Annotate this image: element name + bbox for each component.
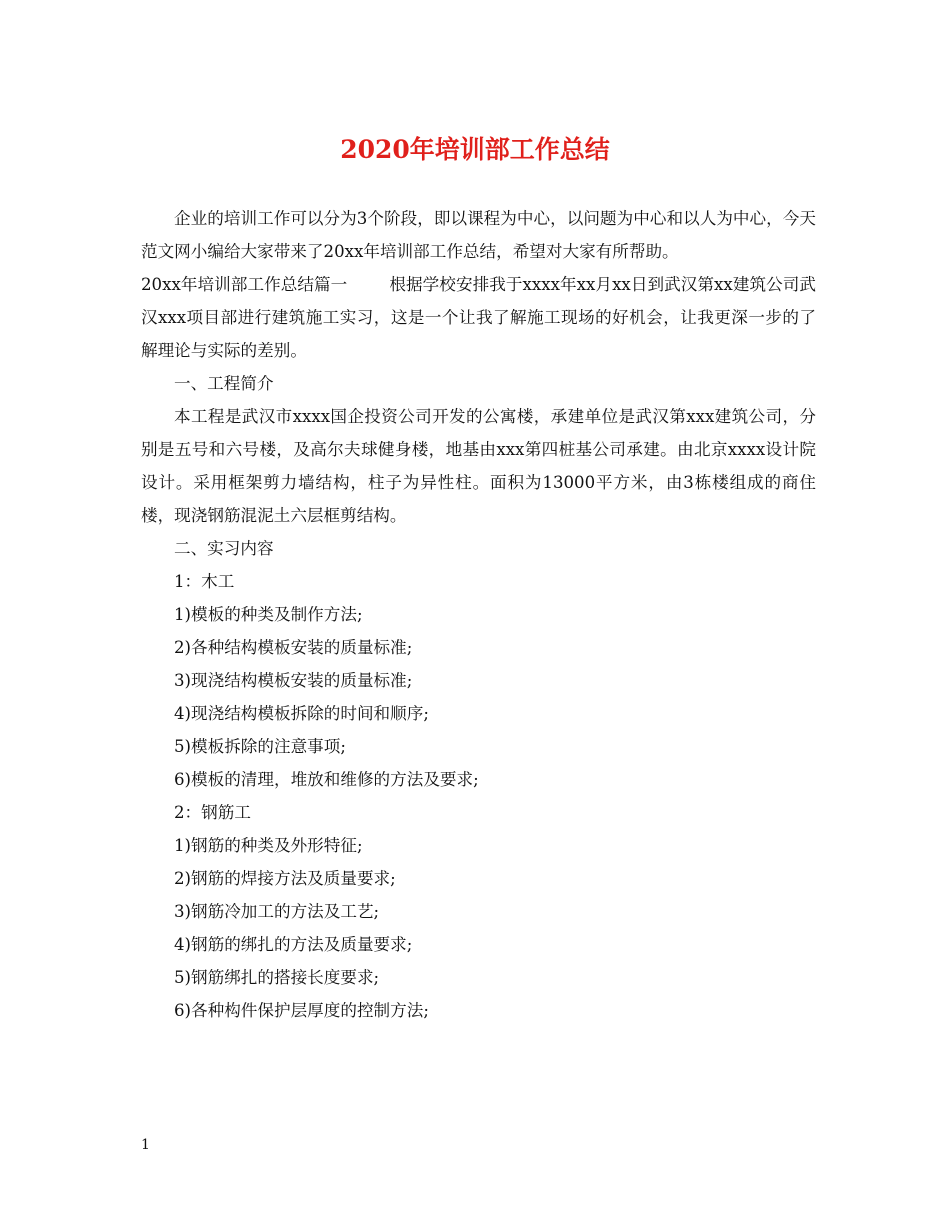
rebar-heading: 2：钢筋工 bbox=[174, 803, 251, 822]
carpentry-item: 2)各种结构模板安装的质量标准; bbox=[174, 638, 413, 657]
rebar-item: 2)钢筋的焊接方法及质量要求; bbox=[174, 869, 396, 888]
carpentry-item: 3)现浇结构模板安装的质量标准; bbox=[174, 671, 413, 690]
intro-paragraph: 企业的培训工作可以分为3个阶段，即以课程为中心，以问题为中心和以人为中心，今天范文网小编给大家带来了20xx年培训部工作总结，希望对大家有所帮助。 bbox=[141, 209, 816, 261]
page-number: 1 bbox=[141, 1137, 150, 1153]
rebar-item: 1)钢筋的种类及外形特征; bbox=[174, 836, 363, 855]
document-body bbox=[141, 202, 816, 1027]
rebar-item: 5)钢筋绑扎的搭接长度要求; bbox=[174, 968, 380, 987]
section-one-text: 根据学校安排我于xxxx年xx月xx日到武汉第xx建筑公司武汉xxx项目部进行建筑施工实习，这是一个让我了解施工现场的好机会，让我更深一步的了解理论与实际的差别。 bbox=[141, 275, 816, 360]
carpentry-item: 4)现浇结构模板拆除的时间和顺序; bbox=[174, 704, 429, 723]
carpentry-heading: 1：木工 bbox=[174, 572, 235, 591]
carpentry-item: 6)模板的清理，堆放和维修的方法及要求; bbox=[174, 770, 479, 789]
section-one-heading: 20xx年培训部工作总结篇一 bbox=[141, 275, 348, 294]
page-title: 2020年培训部工作总结 bbox=[340, 135, 610, 164]
carpentry-item: 5)模板拆除的注意事项; bbox=[174, 737, 346, 756]
heading-internship-content: 二、实习内容 bbox=[174, 539, 274, 558]
carpentry-item: 1)模板的种类及制作方法; bbox=[174, 605, 363, 624]
section-one-paragraph bbox=[141, 268, 816, 367]
rebar-item: 4)钢筋的绑扎的方法及质量要求; bbox=[174, 935, 413, 954]
rebar-item: 6)各种构件保护层厚度的控制方法; bbox=[174, 1001, 429, 1020]
heading-project-intro: 一、工程简介 bbox=[174, 374, 274, 393]
rebar-item: 3)钢筋冷加工的方法及工艺; bbox=[174, 902, 380, 921]
project-intro-paragraph: 本工程是武汉市xxxx国企投资公司开发的公寓楼，承建单位是武汉第xxx建筑公司，分别是五号和六号楼，及高尔夫球健身楼，地基由xxx第四桩基公司承建。由北京xxxx设计院设计。采用框架剪力墙结构，柱子为异性柱。面积为13000平方米，由3栋楼组成的商住楼，现浇钢筋混泥土六层框剪结构。 bbox=[141, 407, 816, 525]
